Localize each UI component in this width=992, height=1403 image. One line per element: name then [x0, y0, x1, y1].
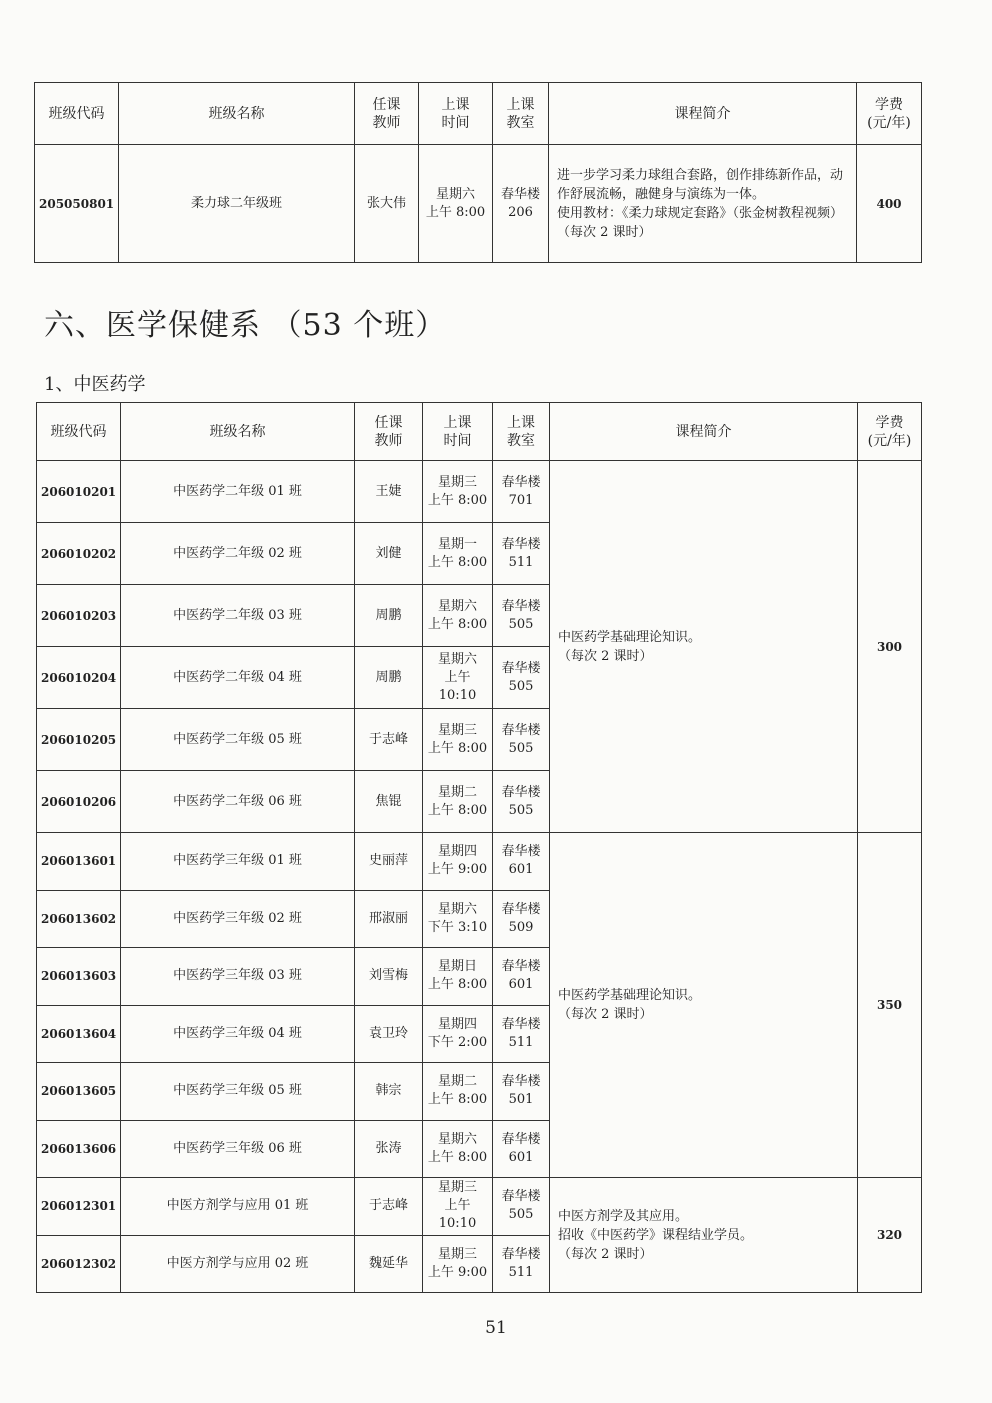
class-name: 柔力球二年级班: [119, 145, 355, 263]
table-header-row: [35, 83, 922, 145]
class-time: 星期六 下午 3:10: [423, 890, 493, 948]
table-body: [37, 461, 922, 1293]
class-name: 中医药学二年级 03 班: [121, 585, 355, 647]
class-code: 206010203: [37, 585, 121, 647]
header-fee: 学费 (元/年): [857, 83, 922, 145]
class-code: 206010202: [37, 523, 121, 585]
course-intro: 进一步学习柔力球组合套路，创作排练新作品，动作舒展流畅，融健身与演练为一体。 使用教材：《柔力球规定套路》（张金树教程视频） （每次 2 课时）: [549, 145, 857, 263]
table-header-row: [37, 403, 922, 461]
class-time: 星期三 上午 8:00: [423, 709, 493, 771]
class-time: 星期二 上午 8:00: [423, 771, 493, 833]
teacher: 刘健: [355, 523, 423, 585]
classroom: 春华楼 501: [493, 1063, 550, 1121]
header-intro: 课程简介: [550, 403, 858, 461]
teacher: 邢淑丽: [355, 890, 423, 948]
classroom: 春华楼 701: [493, 461, 550, 523]
class-name: 中医药学三年级 01 班: [121, 833, 355, 891]
header-time: 上课 时间: [419, 83, 493, 145]
teacher: 韩宗: [355, 1063, 423, 1121]
class-time: 星期六 上午 8:00: [423, 585, 493, 647]
course-table-rouliqiu: [34, 82, 922, 263]
header-intro: 课程简介: [549, 83, 857, 145]
class-code: 206010206: [37, 771, 121, 833]
class-name: 中医药学二年级 06 班: [121, 771, 355, 833]
classroom: 春华楼 206: [493, 145, 549, 263]
class-time: 星期日 上午 8:00: [423, 948, 493, 1006]
classroom: 春华楼 511: [493, 1235, 550, 1293]
tuition-fee: 400: [857, 145, 922, 263]
tuition-fee: 300: [858, 461, 922, 833]
class-code: 206013606: [37, 1120, 121, 1178]
class-time: 星期三 上午 10:10: [423, 1178, 493, 1236]
class-name: 中医方剂学与应用 02 班: [121, 1235, 355, 1293]
teacher: 刘雪梅: [355, 948, 423, 1006]
class-code: 206010204: [37, 647, 121, 709]
class-name: 中医药学三年级 05 班: [121, 1063, 355, 1121]
teacher: 魏延华: [355, 1235, 423, 1293]
class-code: 206013602: [37, 890, 121, 948]
class-name: 中医药学二年级 02 班: [121, 523, 355, 585]
class-name: 中医药学二年级 01 班: [121, 461, 355, 523]
class-time: 星期二 上午 8:00: [423, 1063, 493, 1121]
course-intro: 中医药学基础理论知识。 （每次 2 课时）: [550, 461, 858, 833]
classroom: 春华楼 509: [493, 890, 550, 948]
class-code: 206013605: [37, 1063, 121, 1121]
classroom: 春华楼 511: [493, 523, 550, 585]
header-teacher: 任课 教师: [355, 83, 419, 145]
class-code: 206010205: [37, 709, 121, 771]
teacher: 袁卫玲: [355, 1005, 423, 1063]
course-table-tcm: [36, 402, 922, 1293]
table-row: [37, 1178, 922, 1236]
class-code: 206013603: [37, 948, 121, 1006]
teacher: 张大伟: [355, 145, 419, 263]
teacher: 周鹏: [355, 647, 423, 709]
header-room: 上课 教室: [493, 83, 549, 145]
classroom: 春华楼 505: [493, 647, 550, 709]
subsection-title: 1、中医药学: [44, 374, 146, 395]
class-code: 206010201: [37, 461, 121, 523]
course-intro: 中医方剂学及其应用。 招收《中医药学》课程结业学员。 （每次 2 课时）: [550, 1178, 858, 1293]
classroom: 春华楼 601: [493, 948, 550, 1006]
classroom: 春华楼 505: [493, 1178, 550, 1236]
class-code: 205050801: [35, 145, 119, 263]
classroom: 春华楼 505: [493, 771, 550, 833]
class-name: 中医方剂学与应用 01 班: [121, 1178, 355, 1236]
class-name: 中医药学三年级 03 班: [121, 948, 355, 1006]
classroom: 春华楼 511: [493, 1005, 550, 1063]
class-time: 星期一 上午 8:00: [423, 523, 493, 585]
class-code: 206012302: [37, 1235, 121, 1293]
class-time: 星期三 上午 8:00: [423, 461, 493, 523]
teacher: 焦锟: [355, 771, 423, 833]
teacher: 周鹏: [355, 585, 423, 647]
teacher: 王婕: [355, 461, 423, 523]
class-name: 中医药学三年级 02 班: [121, 890, 355, 948]
table-row: [35, 145, 922, 263]
class-time: 星期六 上午 8:00: [419, 145, 493, 263]
course-intro: 中医药学基础理论知识。 （每次 2 课时）: [550, 833, 858, 1178]
teacher: 史丽萍: [355, 833, 423, 891]
classroom: 春华楼 601: [493, 1120, 550, 1178]
classroom: 春华楼 505: [493, 585, 550, 647]
class-time: 星期四 下午 2:00: [423, 1005, 493, 1063]
class-code: 206013601: [37, 833, 121, 891]
tuition-fee: 320: [858, 1178, 922, 1293]
teacher: 张涛: [355, 1120, 423, 1178]
class-code: 206013604: [37, 1005, 121, 1063]
header-room: 上课 教室: [493, 403, 550, 461]
class-time: 星期四 上午 9:00: [423, 833, 493, 891]
header-class-code: 班级代码: [37, 403, 121, 461]
class-code: 206012301: [37, 1178, 121, 1236]
class-name: 中医药学三年级 06 班: [121, 1120, 355, 1178]
header-teacher: 任课 教师: [355, 403, 423, 461]
teacher: 于志峰: [355, 709, 423, 771]
header-class-code: 班级代码: [35, 83, 119, 145]
table-row: [37, 833, 922, 891]
table-row: [37, 461, 922, 523]
header-time: 上课 时间: [423, 403, 493, 461]
section-title: 六、医学保健系 （53 个班）: [44, 308, 447, 343]
tuition-fee: 350: [858, 833, 922, 1178]
header-fee: 学费 (元/年): [858, 403, 922, 461]
classroom: 春华楼 601: [493, 833, 550, 891]
class-name: 中医药学三年级 04 班: [121, 1005, 355, 1063]
teacher: 于志峰: [355, 1178, 423, 1236]
classroom: 春华楼 505: [493, 709, 550, 771]
class-name: 中医药学二年级 04 班: [121, 647, 355, 709]
header-class-name: 班级名称: [119, 83, 355, 145]
header-class-name: 班级名称: [121, 403, 355, 461]
class-name: 中医药学二年级 05 班: [121, 709, 355, 771]
class-time: 星期六 上午 10:10: [423, 647, 493, 709]
class-time: 星期三 上午 9:00: [423, 1235, 493, 1293]
class-time: 星期六 上午 8:00: [423, 1120, 493, 1178]
page-number: 51: [485, 1318, 507, 1338]
